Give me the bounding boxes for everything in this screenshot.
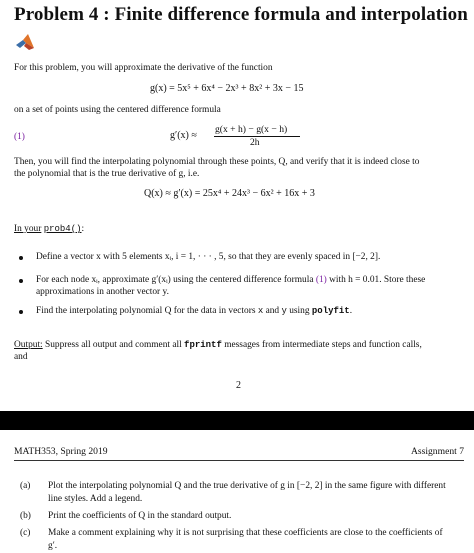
bullet-dot bbox=[19, 256, 23, 260]
equation-q: Q(x) ≈ g′(x) = 25x⁴ + 24x³ − 6x² + 16x + 3 bbox=[144, 188, 315, 199]
equation-1-denominator: 2h bbox=[250, 137, 260, 148]
header-rule bbox=[14, 460, 464, 461]
bullet-2-line-2: approximations in another vector y. bbox=[36, 287, 169, 297]
item-label: (a) bbox=[20, 481, 31, 491]
equation-g: g(x) = 5x⁵ + 6x⁴ − 2x³ + 8x² + 3x − 15 bbox=[150, 83, 304, 94]
item-label: (b) bbox=[20, 511, 31, 521]
item-b-line-1: Print the coefficients of Q in the standard output. bbox=[48, 511, 232, 521]
output-text-a: Suppress all output and comment all bbox=[45, 340, 182, 350]
bullet-2-text-b: with h = 0.01. Store these bbox=[329, 275, 426, 285]
item-a-line-2: line styles. Add a legend. bbox=[48, 493, 143, 504]
equation-label-1: (1) bbox=[14, 132, 25, 142]
formula-ref: (1) bbox=[315, 275, 327, 285]
in-your-label: In your bbox=[14, 224, 42, 234]
item-a-line-1: Plot the interpolating polynomial Q and the true derivative of g in [−2, 2] in the same figure with different bbox=[48, 481, 446, 491]
bullet-3-end: . bbox=[349, 306, 353, 316]
then-line-1: Then, you will find the interpolating polynomial through these points, Q, and verify that it is indeed close to bbox=[14, 157, 420, 167]
bullet-3-and: and bbox=[265, 306, 280, 316]
list-item-b bbox=[20, 510, 470, 524]
course-header: MATH353, Spring 2019 bbox=[14, 446, 108, 457]
problem-title: Problem 4 : Finite difference formula and interpolation bbox=[14, 4, 468, 25]
item-text bbox=[48, 527, 468, 552]
bullet-3-text bbox=[36, 305, 352, 318]
bullet-dot bbox=[19, 279, 23, 283]
output-text-b: messages from intermediate steps and function calls, bbox=[224, 340, 422, 350]
assignment-header: Assignment 7 bbox=[410, 446, 464, 457]
item-c-line-1: Make a comment explaining why it is not surprising that these coefficients are close to the coefficients of bbox=[48, 528, 443, 538]
bullet-1-text: Define a vector x with 5 elements xᵢ, i = 1, · · · , 5, so that they are evenly spaced in [−2, 2]. bbox=[36, 252, 381, 262]
item-label: (c) bbox=[20, 528, 31, 538]
page-divider bbox=[0, 411, 474, 430]
equation-1-numerator: g(x + h) − g(x − h) bbox=[215, 124, 288, 135]
page-number: 2 bbox=[236, 380, 241, 391]
heading-colon: : bbox=[81, 224, 85, 234]
list-item-c bbox=[20, 527, 470, 553]
bullet-3-text-a: Find the interpolating polynomial Q for the data in vectors bbox=[36, 306, 256, 316]
centered-difference-intro: on a set of points using the centered difference formula bbox=[14, 105, 221, 115]
list-item-a bbox=[20, 480, 470, 506]
equation-1-lhs: g′(x) ≈ bbox=[170, 130, 197, 141]
var-y: y bbox=[281, 306, 287, 316]
output-line-1 bbox=[14, 339, 422, 352]
in-your-heading bbox=[14, 223, 84, 236]
matlab-logo-icon bbox=[15, 33, 35, 51]
var-x: x bbox=[257, 306, 264, 316]
item-c-line-2: g′. bbox=[48, 540, 58, 551]
bullet-dot bbox=[19, 310, 23, 314]
output-line-2: and bbox=[14, 352, 28, 362]
output-label: Output: bbox=[14, 340, 43, 350]
bullet-2-text-a: For each node xᵢ, approximate g′(xᵢ) using the centered difference formula bbox=[36, 275, 314, 285]
bullet-3-using: using bbox=[289, 306, 310, 316]
then-line-2: the polynomial that is the true derivative of g, i.e. bbox=[14, 169, 200, 179]
item-text bbox=[48, 480, 468, 505]
polyfit-name: polyfit bbox=[311, 306, 350, 316]
intro-text: For this problem, you will approximate the derivative of the function bbox=[14, 63, 273, 73]
bullet-2-line-1 bbox=[36, 274, 425, 287]
fprintf-name: fprintf bbox=[184, 340, 222, 350]
function-name: prob4() bbox=[43, 224, 82, 234]
